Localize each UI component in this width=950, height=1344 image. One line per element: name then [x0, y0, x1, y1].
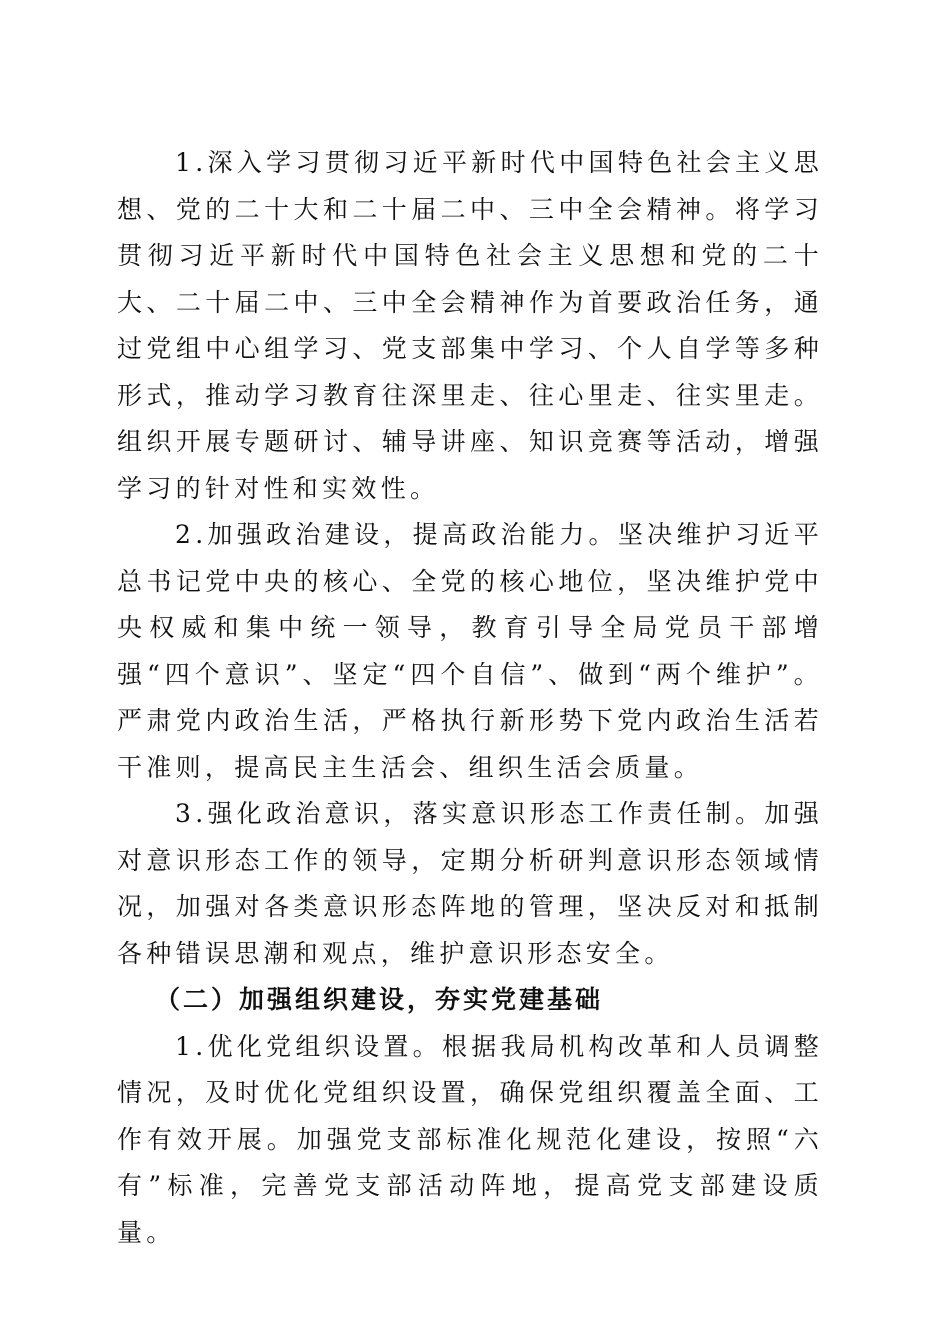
paragraph-optimize-organization: 1.优化党组织设置。根据我局机构改革和人员调整情况，及时优化党组织设置，确保党组织覆盖全面、工作有效开展。加强党支部标准化规范化建设，按照“六有”标准，完善党支部活动阵地，提高党支部建设质量。: [117, 1031, 823, 1247]
paragraph-study-thought: 1.深入学习贯彻习近平新时代中国特色社会主义思想、党的二十大和二十届二中、三中全会精神。将学习贯彻习近平新时代中国特色社会主义思想和党的二十大、二十届二中、三中全会精神作为首要政治任务，通过党组中心组学习、党支部集中学习、个人自学等多种形式，推动学习教育往深里走、往心里走、往实里走。组织开展专题研讨、辅导讲座、知识竞赛等活动，增强学习的针对性和实效性。: [117, 148, 823, 503]
section-heading-organization: （二）加强组织建设，夯实党建基础: [155, 985, 604, 1014]
paragraph-political-building: 2.加强政治建设，提高政治能力。坚决维护习近平总书记党中央的核心、全党的核心地位，坚决维护党中央权威和集中统一领导，教育引导全局党员干部增强“四个意识”、坚定“四个自信”、做到“两个维护”。严肃党内政治生活，严格执行新形势下党内政治生活若干准则，提高民主生活会、组织生活会质量。: [117, 520, 823, 782]
paragraph-ideology-responsibility: 3.强化政治意识，落实意识形态工作责任制。加强对意识形态工作的领导，定期分析研判意识形态领域情况，加强对各类意识形态阵地的管理，坚决反对和抵制各种错误思潮和观点，维护意识形态安全。: [117, 799, 823, 968]
document-body: [117, 140, 823, 1256]
